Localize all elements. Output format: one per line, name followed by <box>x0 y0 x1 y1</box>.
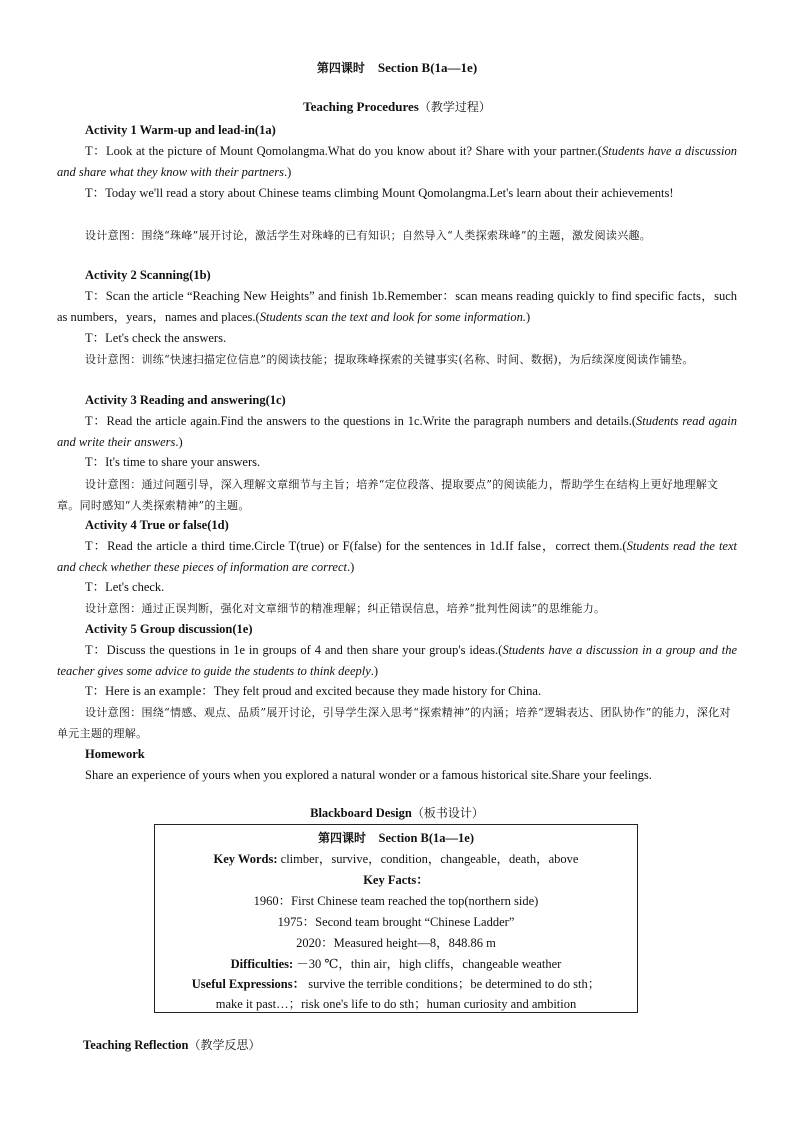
blackboard-box <box>154 824 638 1013</box>
activity-4-heading: Activity 4 True or false(1d) <box>85 518 229 532</box>
activity-4-t1-end: .) <box>346 560 355 574</box>
activity-5-student-note: Students have a discussion in a group and the teacher gives some advice to guide the students to think deeply <box>57 643 737 678</box>
expressions-value-1: survive the terrible conditions；be determined to do sth； <box>305 977 601 991</box>
activity-2-teacher-line-2: T：Let's check the answers. <box>85 331 227 345</box>
blackboard-expressions-2: make it past…；risk one's life to do sth；human curiosity and ambition <box>215 997 577 1011</box>
activity-2-student-note: Students scan the text and look for some information. <box>259 310 527 324</box>
blackboard-title-en: Section B(1a—1e) <box>378 831 474 845</box>
expressions-label: Useful Expressions： <box>191 977 306 991</box>
activity-4-student-note: Students read the text and check whether these pieces of information are correct <box>57 539 737 574</box>
activity-3-student-note: Students read again and write their answers <box>57 414 738 449</box>
difficulties-value: －30 ℃，thin air，high cliffs，changeable weather <box>293 957 562 971</box>
blackboard-title-cn: 第四课时 <box>318 831 367 845</box>
activity-2-teacher-line-1 <box>57 286 737 328</box>
homework-text: Share an experience of yours when you explored a natural wonder or a famous historical site.Share your feelings. <box>85 768 652 782</box>
reflection-heading-cn: （教学反思） <box>188 1038 261 1052</box>
blackboard-heading-en: Blackboard Design <box>310 806 412 820</box>
blackboard-difficulties <box>155 954 637 975</box>
activity-2-t1-end: ) <box>526 310 531 324</box>
activity-3-t1-end: .) <box>175 435 183 449</box>
activity-1-t1-end: .) <box>283 165 292 179</box>
activity-1-t1: T：Look at the picture of Mount Qomolangma.What do you know about it? Share with your partner.( <box>85 144 602 158</box>
activity-1-teacher-line-2: T：Today we'll read a story about Chinese teams climbing Mount Qomolangma.Let's learn about their achievements! <box>85 186 674 200</box>
blackboard-title <box>155 828 637 849</box>
activity-5-teacher-line-2: T：Here is an example：They felt proud and excited because they made history for China. <box>85 684 542 698</box>
blackboard-fact-1: 1960：First Chinese team reached the top(northern side) <box>253 894 539 908</box>
lesson-title-cn: 第四课时 <box>316 61 365 75</box>
activity-4-t1: T：Read the article a third time.Circle T(true) or F(false) for the sentences in 1d.If false，correct them.( <box>85 539 627 553</box>
activity-3-teacher-line-1 <box>57 411 737 453</box>
activity-3-design-intent: 设计意图：通过问题引导，深入理解文章细节与主旨；培养“定位段落、提取要点”的阅读能力，帮助学生在结构上更好地理解文章。同时感知“人类探索精神”的主题。 <box>57 478 719 512</box>
blackboard-expressions-1 <box>155 974 637 995</box>
activity-2-heading: Activity 2 Scanning(1b) <box>85 268 211 282</box>
blackboard-heading <box>0 803 794 823</box>
reflection-heading <box>83 1035 260 1056</box>
blackboard-key-words <box>155 849 637 870</box>
homework-heading: Homework <box>85 747 145 761</box>
activity-2-design-intent: 设计意图：训练“快速扫描定位信息”的阅读技能；提取珠峰探索的关键事实(名称、时间、数据)，为后续深度阅读作铺垫。 <box>85 353 694 366</box>
procedures-heading-en: Teaching Procedures <box>303 99 419 114</box>
activity-1-heading: Activity 1 Warm-up and lead-in(1a) <box>85 123 276 137</box>
difficulties-label: Difficulties: <box>230 957 294 971</box>
activity-5-design-intent: 设计意图：围绕“情感、观点、品质”展开讨论，引导学生深入思考“探索精神”的内涵；培养“逻辑表达、团队协作”的能力，深化对单元主题的理解。 <box>57 706 731 740</box>
lesson-title-en: Section B(1a—1e) <box>377 60 478 75</box>
activity-5-heading: Activity 5 Group discussion(1e) <box>85 622 253 636</box>
activity-2-t1: T：Scan the article “Reaching New Heights” and finish 1b.Remember：scan means reading quickly to find specific facts，such as numbers，years，names and places.( <box>57 289 737 324</box>
reflection-heading-en: Teaching Reflection <box>83 1038 189 1052</box>
blackboard-heading-cn: （板书设计） <box>411 806 484 820</box>
activity-3-teacher-line-2: T：It's time to share your answers. <box>85 455 261 469</box>
activity-1-teacher-line-1 <box>57 141 737 183</box>
key-words-label: Key Words: <box>213 852 278 866</box>
procedures-heading <box>0 97 794 117</box>
activity-1-design-intent: 设计意图：围绕“珠峰”展开讨论，激活学生对珠峰的已有知识；自然导入“人类探索珠峰”的主题，激发阅读兴趣。 <box>85 229 652 242</box>
activity-5-t1-end: .) <box>370 664 379 678</box>
blackboard-key-facts-label: Key Facts： <box>363 873 429 887</box>
procedures-heading-cn: （教学过程） <box>418 100 491 114</box>
lesson-title <box>0 58 794 78</box>
activity-5-teacher-line-1 <box>57 640 737 682</box>
blackboard-fact-2: 1975：Second team brought “Chinese Ladder” <box>277 915 515 929</box>
activity-3-t1: T：Read the article again.Find the answers to the questions in 1c.Write the paragraph numbers and details.( <box>85 414 637 428</box>
activity-4-design-intent: 设计意图：通过正误判断，强化对文章细节的精准理解；纠正错误信息，培养“批判性阅读”的思维能力。 <box>85 602 606 615</box>
key-words-value: climber，survive，condition，changeable，death，above <box>277 852 579 866</box>
activity-3-heading: Activity 3 Reading and answering(1c) <box>85 393 286 407</box>
activity-4-teacher-line-2: T：Let's check. <box>85 580 165 594</box>
activity-5-t1: T：Discuss the questions in 1e in groups of 4 and then share your group's ideas.( <box>85 643 503 657</box>
activity-1-student-note: Students have a discussion and share what they know with their partners <box>57 144 737 179</box>
blackboard-fact-3: 2020：Measured height—8，848.86 m <box>296 936 496 950</box>
activity-4-teacher-line-1 <box>57 536 737 578</box>
